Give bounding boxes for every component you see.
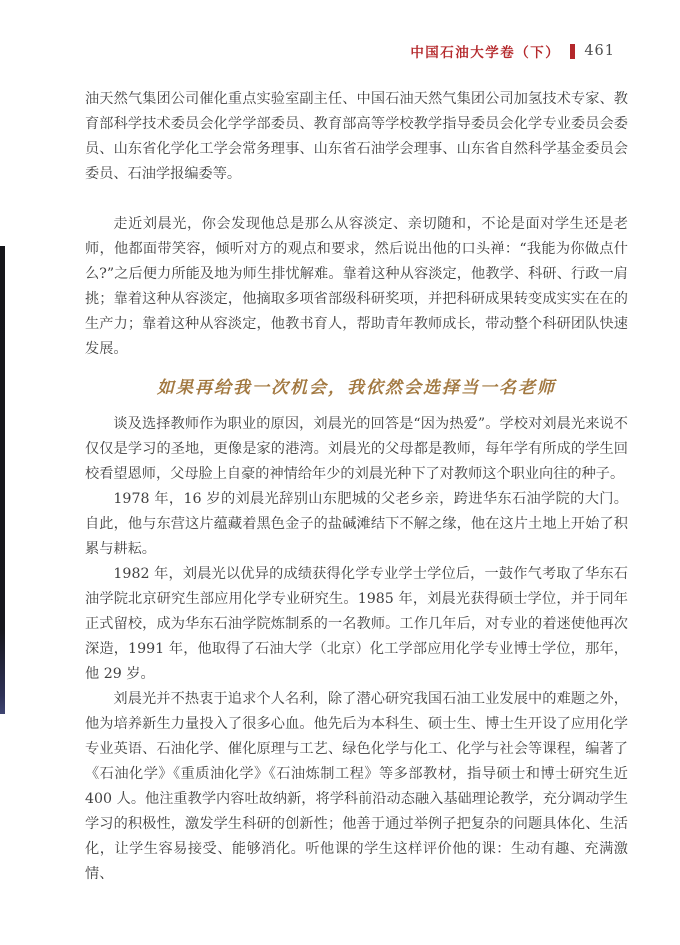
header-divider <box>570 44 575 59</box>
paragraph-teaching: 刘晨光并不热衷于追求个人名利，除了潜心研究我国石油工业发展中的难题之外，他为培养新生力量投入了很多心血。他先后为本科生、硕士生、博士生开设了应用化学专业英语、石油化学、催化原理与工艺、绿色化学与化工、化学与社会等课程，编著了《石油化学》《重质油化学》《石油炼制工程》等多部教材，指导硕士和博士研究生近 400 人。他注重教学内容吐故纳新，将学科前沿动态融入基础理论教学，充分调动学生学习的积极性，激发学生科研的创新性；他善于通过举例子把复杂的问题具体化、生活化，让学生容易接受、能够消化。听他课的学生这样评价他的课：生动有趣、充满激情、 <box>85 691 628 882</box>
section-heading: 如果再给我一次机会，我依然会选择当一名老师 <box>157 378 556 398</box>
page-body <box>85 87 628 887</box>
binding-shadow-bar <box>0 246 5 714</box>
page-header <box>410 41 615 61</box>
paragraph-titles-continuation: 油天然气集团公司催化重点实验室副主任、中国石油天然气集团公司加氢技术专家、教育部科学技术委员会化学学部委员、教育部高等学校教学指导委员会化学专业委员会委员、山东省化学化工学会常务理事、山东省石油学会理事、山东省自然科学基金委员会委员、石油学报编委等。 <box>85 91 628 182</box>
edition-title: 中国石油大学卷（下） <box>410 45 561 61</box>
page-number: 461 <box>584 43 615 59</box>
paragraph-1978: 1978 年，16 岁的刘晨光辞别山东肥城的父老乡亲，跨进华东石油学院的大门。自此，他与东营这片蕴藏着黑色金子的盐碱滩结下不解之缘，他在这片土地上开始了积累与耕耘。 <box>85 491 628 557</box>
paragraph-career-choice: 谈及选择教师作为职业的原因，刘晨光的回答是“因为热爱”。学校对刘晨光来说不仅仅是学习的圣地，更像是家的港湾。刘晨光的父母都是教师，每年学有所成的学生回校看望恩师，父母脸上自豪的神情给年少的刘晨光种下了对教师这个职业向往的种子。 <box>85 416 628 482</box>
paragraph-intro: 走近刘晨光，你会发现他总是那么从容淡定、亲切随和，不论是面对学生还是老师，他都面带笑容，倾听对方的观点和要求，然后说出他的口头禅：“我能为你做点什么?”之后便力所能及地为师生排忧解难。靠着这种从容淡定，他教学、科研、行政一肩挑；靠着这种从容淡定，他摘取多项省部级科研奖项，并把科研成果转变成实实在在的生产力；靠着这种从容淡定，他教书育人，帮助青年教师成长，带动整个科研团队快速发展。 <box>85 216 628 357</box>
paragraph-1982: 1982 年，刘晨光以优异的成绩获得化学专业学士学位后，一鼓作气考取了华东石油学院北京研究生部应用化学专业研究生。1985 年，刘晨光获得硕士学位，并于同年正式留校，成为华东石油学院炼制系的一名教师。工作几年后，对专业的着迷使他再次深造，1991 年，他取得了石油大学（北京）化工学部应用化学专业博士学位，那年，他 29 岁。 <box>85 566 628 682</box>
